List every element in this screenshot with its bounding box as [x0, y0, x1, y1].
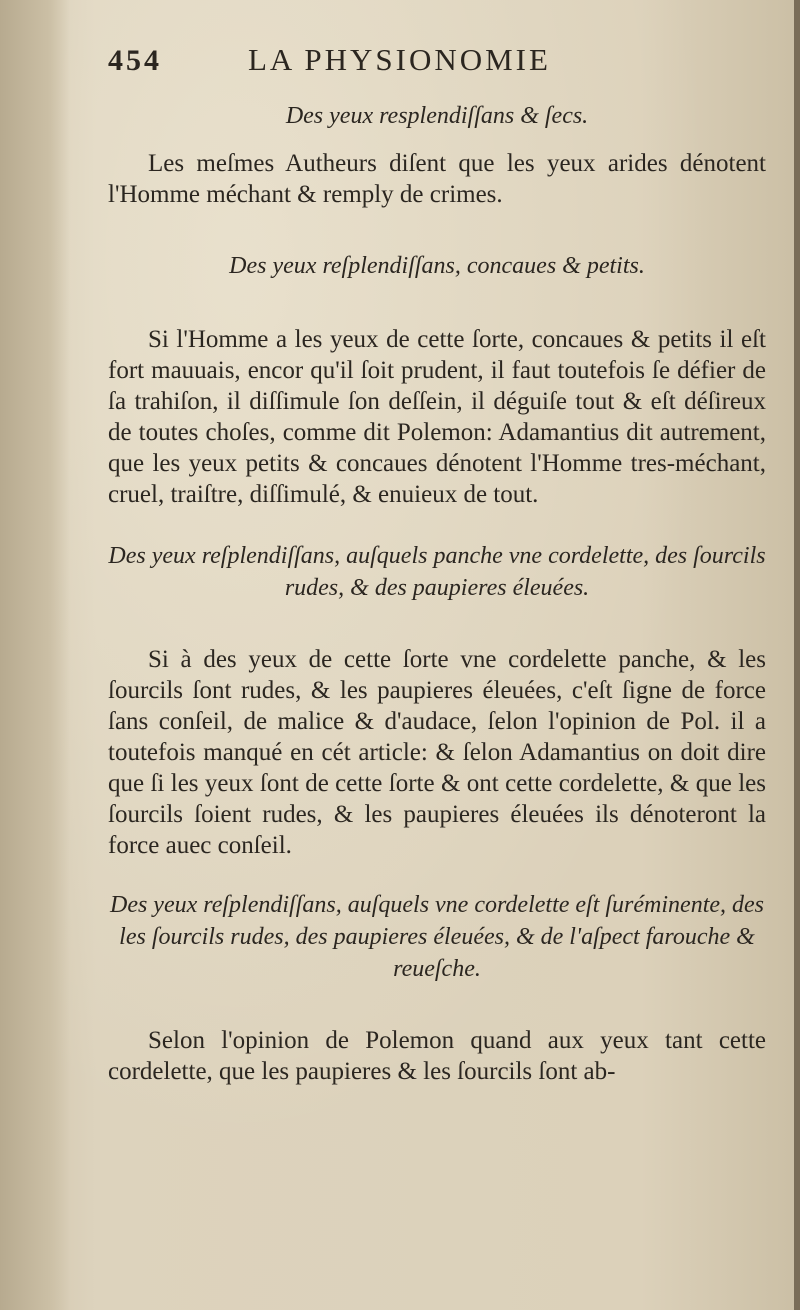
- section-caption: Des yeux reſplendiſſans, auſquels panche vne cordelette, des ſourcils rudes, & des paupieres éleuées.: [108, 543, 766, 601]
- page-edge: [794, 0, 800, 1310]
- running-title: LA PHYSIONOMIE: [248, 42, 551, 77]
- section-caption: Des yeux reſplendiſſans, auſquels vne cordelette eſt ſuréminente, des les ſourcils rudes, des paupieres éleuées, & de l'aſpect farouche & reueſche.: [109, 892, 765, 982]
- page-header: [108, 42, 766, 82]
- section-caption: Des yeux resplendiſſans & ſecs.: [285, 103, 589, 129]
- section-paragraph: Les meſmes Autheurs diſent que les yeux arides dénotent l'Homme méchant & remply de crimes.: [108, 150, 766, 208]
- section-paragraph: Si à des yeux de cette ſorte vne cordelette panche, & les ſourcils ſont rudes, & les paupieres éleuées, c'eſt ſigne de force ſans conſeil, de malice & d'audace, ſelon l'opinion de Pol. il a toutefois manqué en cét article: & ſelon Adamantius on doit dire que ſi les yeux ſont de cette ſorte & ont cette cordelette, & que les ſourcils ſoient rudes, & les paupieres éleuées ils dénoteront la force auec conſeil.: [108, 646, 766, 859]
- section-paragraph: Si l'Homme a les yeux de cette ſorte, concaues & petits il eſt fort mauuais, encor qu'il ſoit prudent, il faut toutefois ſe défier de ſa trahiſon, il diſſimule ſon deſſein, il déguiſe tout & eſt déſireux de toutes choſes, comme dit Polemon: Adamantius dit autrement, que les yeux petits & concaues dénotent l'Homme tres-méchant, cruel, traiſtre, diſſimulé, & enuieux de tout.: [108, 326, 766, 508]
- page-number: 454: [108, 44, 162, 77]
- section-paragraph: Selon l'opinion de Polemon quand aux yeux tant cette cordelette, que les paupieres & les ſourcils ſont ab-: [108, 1027, 766, 1085]
- page-gutter-shadow: [0, 0, 70, 1310]
- section-caption: Des yeux reſplendiſſans, concaues & petits.: [229, 253, 645, 279]
